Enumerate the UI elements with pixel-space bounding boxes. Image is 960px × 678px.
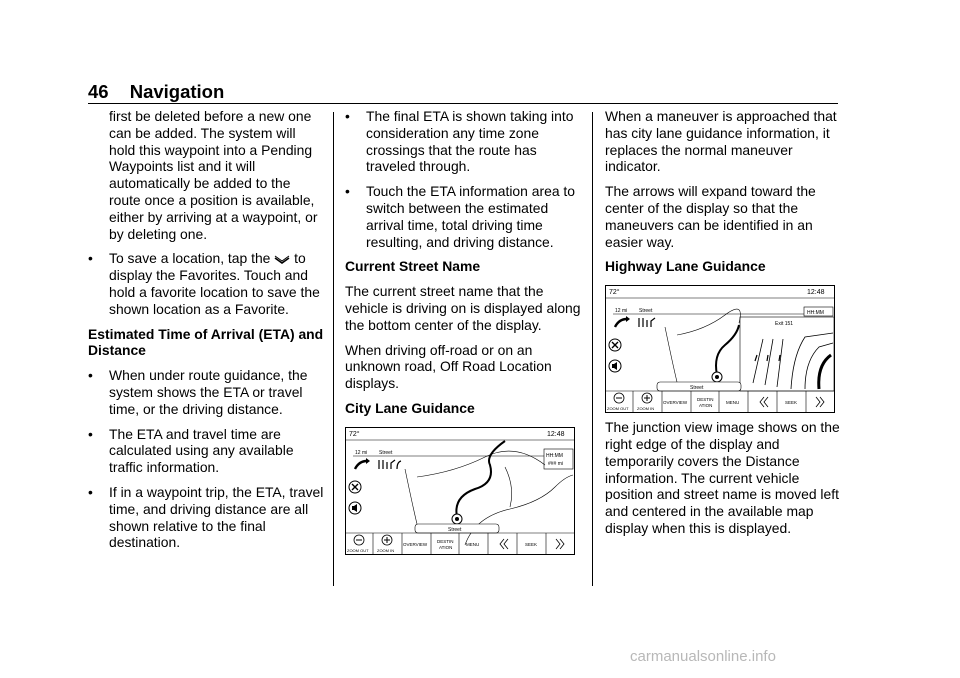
highway-lane-heading: Highway Lane Guidance bbox=[605, 258, 766, 275]
maneuver-street: Street bbox=[639, 308, 653, 315]
maneuver-street: Street bbox=[379, 449, 393, 456]
screen-temp: 72° bbox=[349, 430, 360, 438]
overview-button[interactable]: OVERVIEW bbox=[403, 541, 428, 547]
zoom-out-label: ZOOM OUT bbox=[347, 547, 369, 553]
eta-heading: Estimated Time of Arrival (ETA) and Distance bbox=[88, 325, 324, 359]
eta-bullet-4 bbox=[345, 108, 581, 175]
destination-button-line2[interactable]: ATION bbox=[699, 403, 713, 409]
watermark: carmanualsonline.info bbox=[630, 648, 776, 665]
city-lane-paragraph-1: When a maneuver is approached that has city lane guidance information, it replaces the normal maneuver indicator. bbox=[605, 108, 837, 175]
seek-button[interactable]: SEEK bbox=[525, 541, 538, 547]
city-lane-heading: City Lane Guidance bbox=[345, 399, 475, 416]
street-paragraph-1: The current street name that the vehicle is driving on is displayed along the bottom center of the display. bbox=[345, 283, 581, 333]
favorites-text-pre: To save a location, tap the bbox=[109, 250, 271, 267]
eta-bullet-1 bbox=[88, 367, 324, 417]
eta-bullet-5 bbox=[345, 183, 581, 250]
eta-bullet-2 bbox=[88, 426, 324, 476]
menu-button[interactable]: MENU bbox=[726, 400, 740, 406]
current-street-name: Street bbox=[448, 526, 462, 533]
column-divider-1 bbox=[333, 112, 334, 586]
favorites-text-post: to display the Favorites. Touch and hold a favorite location to save the shown location as a Favorite. bbox=[109, 250, 320, 317]
eta-bullet-2-text: The ETA and travel time are calculated using any available traffic information. bbox=[109, 425, 294, 476]
seek-button[interactable]: SEEK bbox=[785, 400, 798, 406]
maneuver-distance: 12 mi bbox=[615, 308, 628, 315]
section-title: Navigation bbox=[129, 81, 225, 102]
eta-box-time: HH:MM bbox=[546, 452, 563, 459]
header-rule bbox=[88, 103, 838, 104]
column-divider-2 bbox=[592, 112, 593, 586]
destination-button-line1[interactable]: DESTIN bbox=[437, 538, 454, 544]
exit-sign: Exit 151 bbox=[775, 321, 794, 328]
eta-bullet-3 bbox=[88, 484, 324, 551]
bullet-mark: • bbox=[88, 483, 93, 500]
highway-lane-guidance-screen bbox=[605, 285, 835, 413]
eta-bullet-3-text: If in a waypoint trip, the ETA, travel time, and driving distance are all shown relative to the final destination. bbox=[109, 483, 324, 551]
zoom-in-label: ZOOM IN bbox=[377, 547, 395, 553]
favorites-bullet bbox=[88, 250, 324, 317]
overview-button[interactable]: OVERVIEW bbox=[663, 400, 688, 406]
favorites-chevron-icon bbox=[274, 255, 290, 265]
zoom-in-label: ZOOM IN bbox=[637, 406, 655, 412]
waypoint-continuation: first be deleted before a new one can be added. The system will hold this waypoint into a Pending Waypoints list and it will automatically be added to the route once a position is available, either by arriving at a waypoint, or by deleting one. bbox=[109, 108, 318, 242]
page-number: 46 bbox=[88, 81, 109, 102]
bullet-mark: • bbox=[345, 108, 350, 124]
eta-bullet-1-text: When under route guidance, the system shows the ETA or travel time, or the driving distance. bbox=[109, 367, 308, 417]
destination-button-line2[interactable]: ATION bbox=[439, 544, 453, 550]
screen-temp: 72° bbox=[609, 289, 620, 297]
zoom-out-label: ZOOM OUT bbox=[607, 406, 629, 412]
column-3 bbox=[605, 108, 841, 545]
page-header bbox=[88, 81, 224, 103]
bullet-mark: • bbox=[88, 250, 93, 267]
menu-button[interactable]: MENU bbox=[466, 541, 480, 547]
city-lane-paragraph-2: The arrows will expand toward the center of the display so that the maneuvers can be identified in an easier way. bbox=[605, 183, 816, 250]
bullet-mark: • bbox=[88, 367, 93, 384]
street-paragraph-2: When driving off-road or on an unknown road, Off Road Location displays. bbox=[345, 341, 552, 392]
street-heading: Current Street Name bbox=[345, 258, 481, 275]
destination-button-line1[interactable]: DESTIN bbox=[697, 397, 714, 403]
screen-clock: 12:48 bbox=[547, 430, 565, 438]
eta-bullet-4-text: The final ETA is shown taking into consideration any time zone crossings that the route has traveled through. bbox=[366, 108, 574, 175]
eta-bullet-5-text: Touch the ETA information area to switch between the estimated arrival time, total driving time resulting, and driving distance. bbox=[366, 183, 575, 250]
current-street-name: Street bbox=[690, 385, 704, 392]
junction-view-paragraph: The junction view image shows on the right edge of the display and temporarily covers the Distance information. The current vehicle position and street name is moved left and centered in the available map display when this is displayed. bbox=[605, 419, 840, 536]
bullet-mark: • bbox=[88, 425, 93, 442]
bullet-mark: • bbox=[345, 183, 350, 200]
column-2 bbox=[345, 108, 581, 561]
eta-box-time: HH:MM bbox=[807, 310, 824, 317]
column-1 bbox=[88, 108, 324, 559]
maneuver-distance: 12 mi bbox=[355, 449, 368, 456]
city-lane-guidance-screen bbox=[345, 427, 575, 555]
screen-clock: 12:48 bbox=[807, 289, 825, 297]
eta-box-distance: ### mi bbox=[548, 460, 564, 467]
